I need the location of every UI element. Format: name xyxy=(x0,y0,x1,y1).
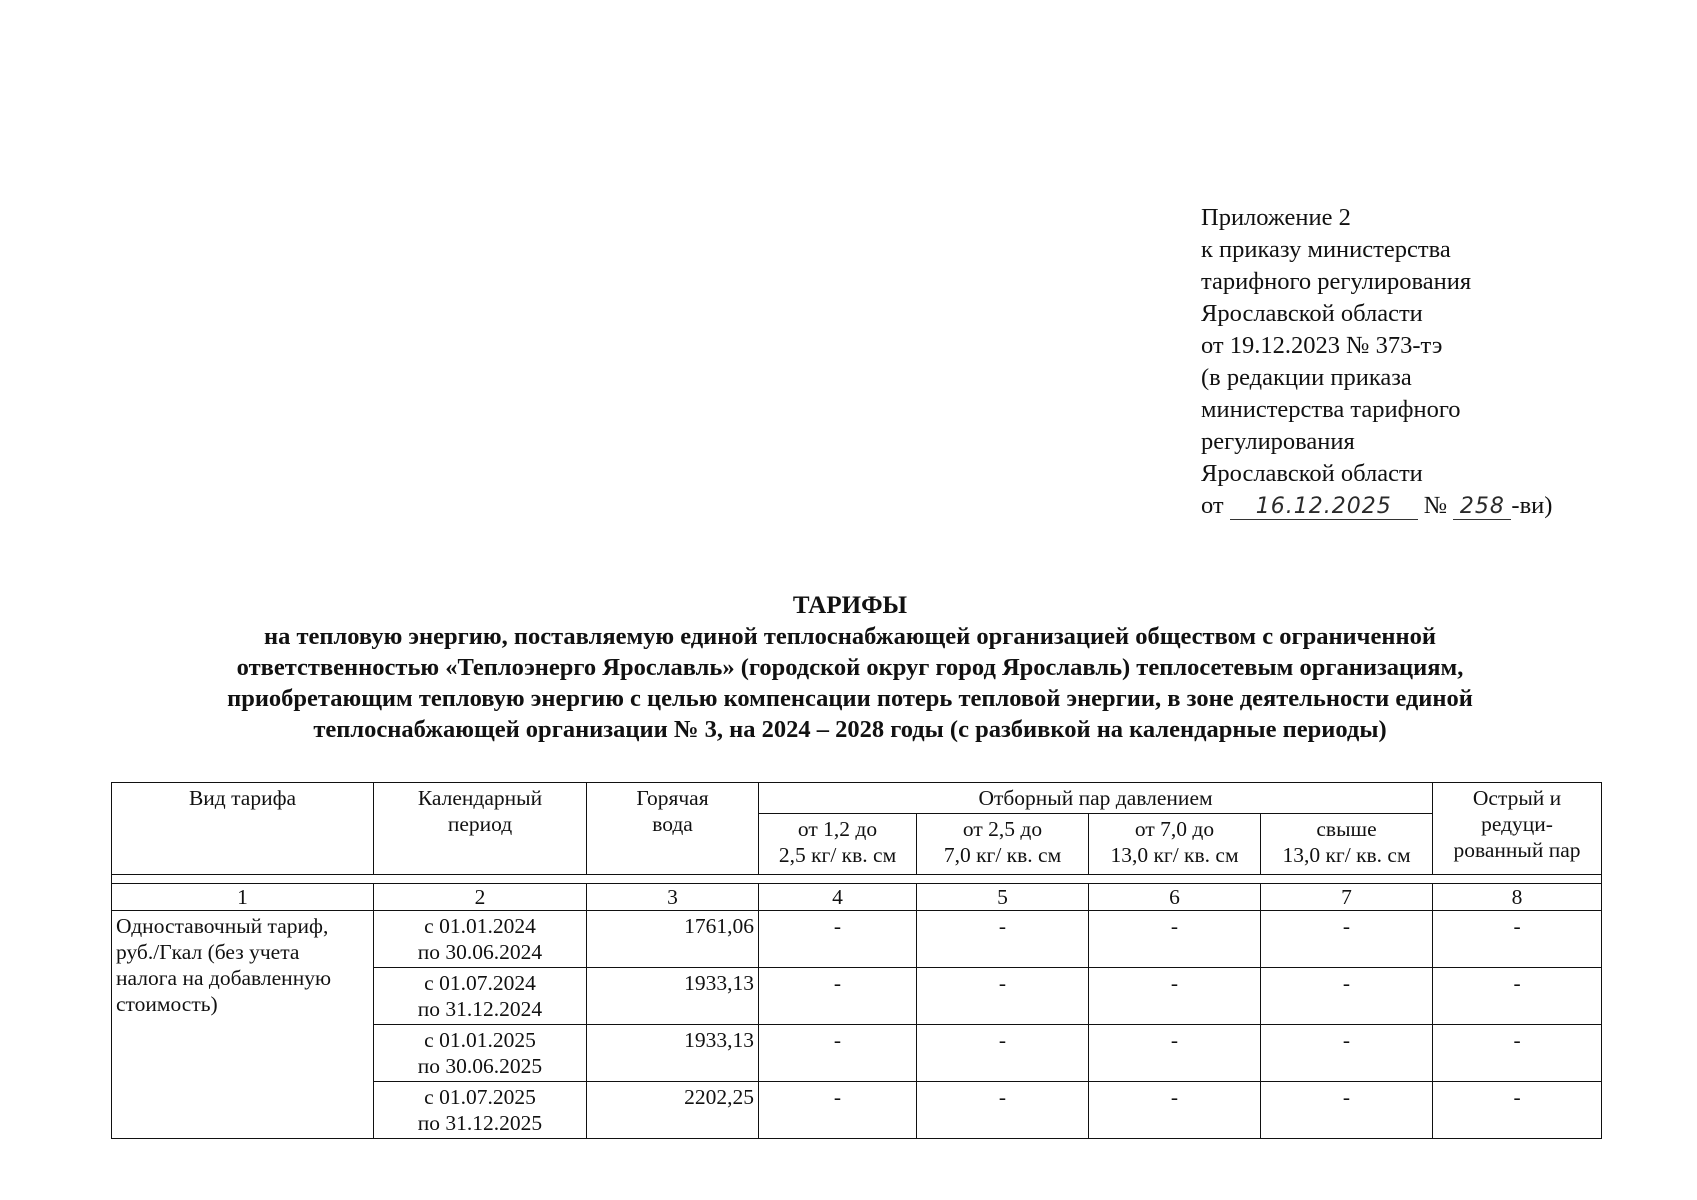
header-calendar-period xyxy=(374,783,587,875)
tariff-kind-line: руб./Гкал (без учета xyxy=(116,940,300,964)
header-tariff-type: Вид тарифа xyxy=(112,783,374,875)
header-text: от 7,0 до xyxy=(1134,817,1215,841)
steam-4-value: - xyxy=(1261,968,1433,1025)
handwritten-date: 16.12.2025 xyxy=(1230,495,1418,520)
appendix-line: к приказу министерства xyxy=(1201,236,1451,263)
appendix-line: министерства тарифного xyxy=(1201,396,1461,423)
header-steam-1 xyxy=(759,814,917,875)
appendix-line: от 19.12.2023 № 373-тэ xyxy=(1201,332,1443,359)
appendix-line: регулирования xyxy=(1201,428,1355,455)
header-text: Календарный xyxy=(417,786,543,810)
sharp-steam-value: - xyxy=(1433,1082,1602,1139)
header-text: от 2,5 до xyxy=(962,817,1043,841)
tariff-kind-cell xyxy=(112,911,374,1139)
appendix-amendment-line xyxy=(1201,490,1621,522)
hot-water-value: 1933,13 xyxy=(587,968,759,1025)
steam-3-value: - xyxy=(1089,1025,1261,1082)
column-number-row xyxy=(112,884,1602,911)
steam-1-value: - xyxy=(759,1082,917,1139)
header-text: свыше xyxy=(1316,817,1377,841)
header-text: Острый и xyxy=(1472,786,1562,810)
column-number: 5 xyxy=(917,884,1089,911)
period-from: с 01.07.2024 xyxy=(424,971,536,995)
column-number: 7 xyxy=(1261,884,1433,911)
period-from: с 01.01.2025 xyxy=(424,1028,536,1052)
period-cell xyxy=(374,968,587,1025)
steam-1-value: - xyxy=(759,1025,917,1082)
column-number: 8 xyxy=(1433,884,1602,911)
from-prefix: от xyxy=(1201,492,1224,519)
steam-3-value: - xyxy=(1089,968,1261,1025)
title-main: ТАРИФЫ xyxy=(792,592,908,619)
period-to: по 31.12.2025 xyxy=(417,1111,543,1135)
document-title xyxy=(110,590,1590,745)
sharp-steam-value: - xyxy=(1433,1025,1602,1082)
appendix-block xyxy=(1201,202,1621,522)
period-to: по 30.06.2024 xyxy=(417,940,543,964)
appendix-line: Ярославской области xyxy=(1201,300,1423,327)
header-steam-group: Отборный пар давлением xyxy=(759,783,1433,814)
sharp-steam-value: - xyxy=(1433,911,1602,968)
column-number: 2 xyxy=(374,884,587,911)
period-cell xyxy=(374,911,587,968)
title-subtitle-line: на тепловую энергию, поставляемую единой теплоснабжающей организацией обществом с ограниченной xyxy=(264,623,1436,650)
period-to: по 30.06.2025 xyxy=(417,1054,543,1078)
title-subtitle-line: теплоснабжающей организации № 3, на 2024 – 2028 годы (с разбивкой на календарные периоды) xyxy=(313,716,1387,743)
header-steam-2 xyxy=(917,814,1089,875)
header-text: Горячая xyxy=(636,786,709,810)
appendix-line: Приложение 2 xyxy=(1201,204,1351,231)
header-text: от 1,2 до xyxy=(797,817,878,841)
table-gap xyxy=(112,875,1602,884)
title-subtitle-line: ответственностью «Теплоэнерго Ярославль» (городской округ город Ярославль) теплосетевым организациям, xyxy=(236,654,1464,681)
tariffs-table xyxy=(111,782,1602,1139)
column-number: 6 xyxy=(1089,884,1261,911)
steam-2-value: - xyxy=(917,911,1089,968)
steam-3-value: - xyxy=(1089,1082,1261,1139)
steam-2-value: - xyxy=(917,1025,1089,1082)
sharp-steam-value: - xyxy=(1433,968,1602,1025)
table-row xyxy=(112,911,1602,968)
header-text: 13,0 кг/ кв. см xyxy=(1110,843,1239,867)
steam-4-value: - xyxy=(1261,1082,1433,1139)
steam-4-value: - xyxy=(1261,1025,1433,1082)
appendix-line: (в редакции приказа xyxy=(1201,364,1412,391)
number-suffix: -ви) xyxy=(1511,492,1553,519)
period-from: с 01.07.2025 xyxy=(424,1085,536,1109)
header-text: 13,0 кг/ кв. см xyxy=(1282,843,1411,867)
header-text: рованный пар xyxy=(1453,838,1581,862)
column-number: 3 xyxy=(587,884,759,911)
header-text: редуци- xyxy=(1481,812,1553,836)
appendix-line: тарифного регулирования xyxy=(1201,268,1472,295)
tariff-kind-line: Одноставочный тариф, xyxy=(116,914,329,938)
header-text: 7,0 кг/ кв. см xyxy=(943,843,1062,867)
hot-water-value: 2202,25 xyxy=(587,1082,759,1139)
tariff-kind-line: стоимость) xyxy=(116,992,218,1016)
header-steam-4 xyxy=(1261,814,1433,875)
period-cell xyxy=(374,1025,587,1082)
period-from: с 01.01.2024 xyxy=(424,914,536,938)
header-hot-water xyxy=(587,783,759,875)
hot-water-value: 1761,06 xyxy=(587,911,759,968)
steam-2-value: - xyxy=(917,1082,1089,1139)
tariff-kind-line: налога на добавленную xyxy=(116,966,332,990)
steam-1-value: - xyxy=(759,911,917,968)
steam-3-value: - xyxy=(1089,911,1261,968)
period-to: по 31.12.2024 xyxy=(417,997,543,1021)
header-text: период xyxy=(447,812,513,836)
header-sharp-steam xyxy=(1433,783,1602,875)
period-cell xyxy=(374,1082,587,1139)
steam-2-value: - xyxy=(917,968,1089,1025)
column-number: 4 xyxy=(759,884,917,911)
header-text: 2,5 кг/ кв. см xyxy=(778,843,897,867)
steam-4-value: - xyxy=(1261,911,1433,968)
header-steam-3 xyxy=(1089,814,1261,875)
appendix-line: Ярославской области xyxy=(1201,460,1423,487)
header-text: вода xyxy=(652,812,693,836)
column-number: 1 xyxy=(112,884,374,911)
hot-water-value: 1933,13 xyxy=(587,1025,759,1082)
title-subtitle-line: приобретающим тепловую энергию с целью компенсации потерь тепловой энергии, в зоне деятельности единой xyxy=(227,685,1473,712)
steam-1-value: - xyxy=(759,968,917,1025)
number-sign: № xyxy=(1423,492,1448,519)
handwritten-number: 258 xyxy=(1453,495,1511,520)
